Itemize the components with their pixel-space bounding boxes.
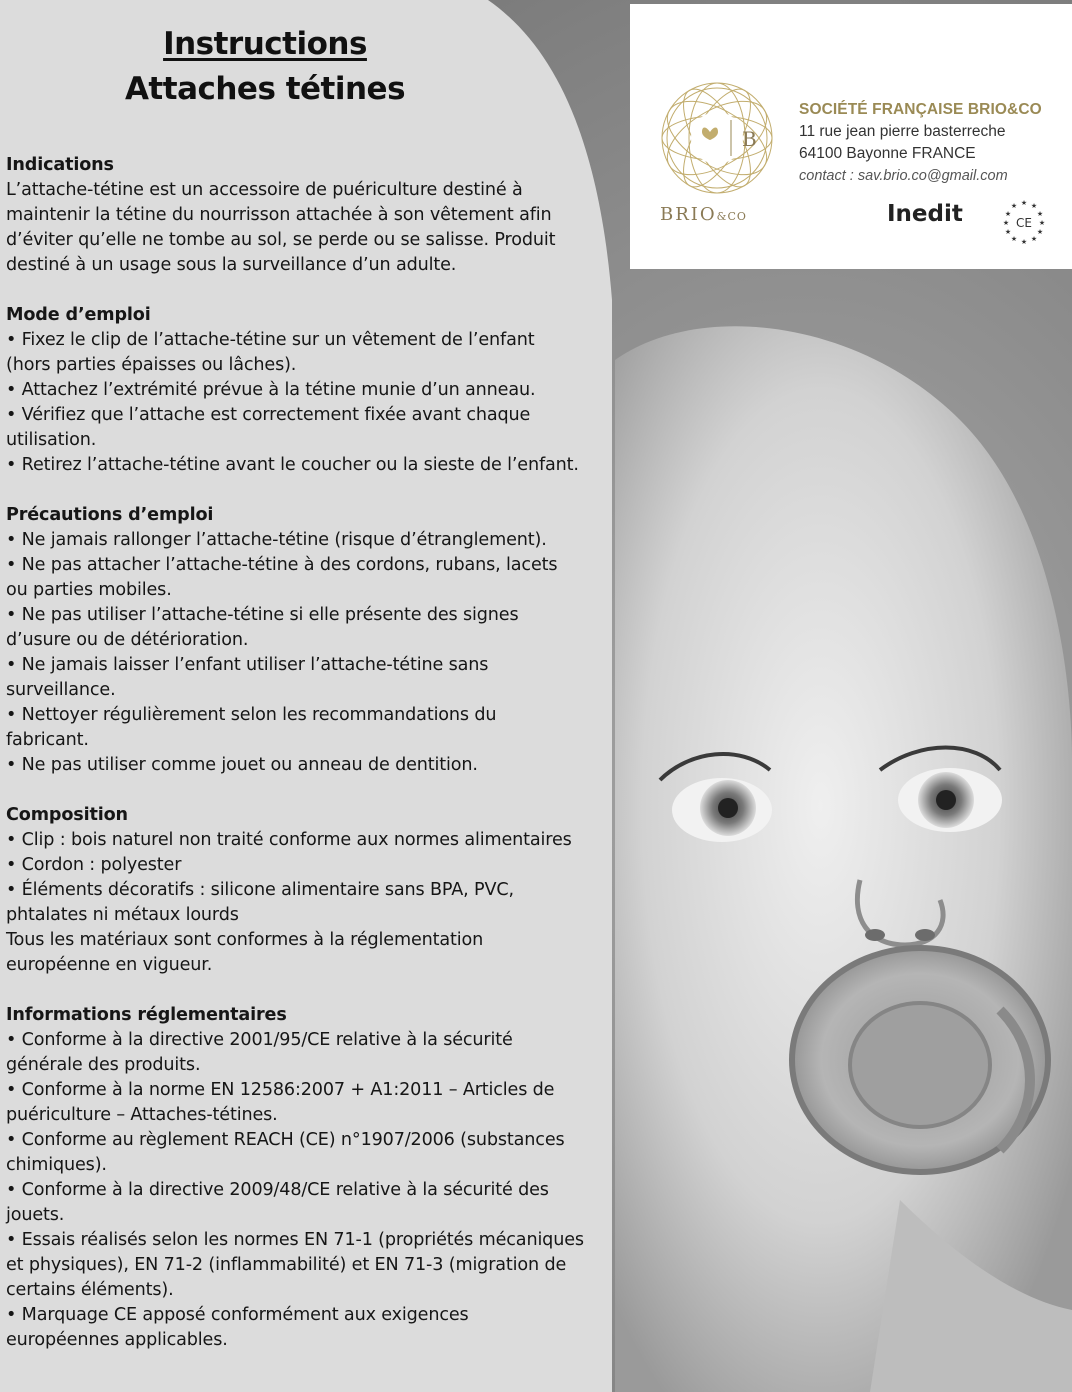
- svg-text:★: ★: [1038, 219, 1046, 227]
- text-line: maintenir la tétine du nourrisson attachée à son vêtement afin: [6, 205, 552, 225]
- text-line: • Nettoyer régulièrement selon les recommandations du: [6, 705, 497, 725]
- section-heading: Indications: [6, 155, 114, 175]
- section-heading: Précautions d’emploi: [6, 505, 214, 525]
- section-body: [6, 178, 611, 278]
- company-address-line1: 11 rue jean pierre basterreche: [799, 123, 1006, 140]
- section-precautions: [6, 503, 611, 778]
- brand-word: BRIO: [660, 204, 717, 225]
- section-mode-emploi: [6, 303, 611, 478]
- ce-mark-icon: [1000, 197, 1048, 245]
- company-contact: contact : sav.brio.co@gmail.com: [799, 168, 1008, 184]
- svg-text:★: ★: [1036, 228, 1044, 236]
- text-line: phtalates ni métaux lourds: [6, 905, 239, 925]
- text-line: • Conforme au règlement REACH (CE) n°1907/2006 (substances: [6, 1130, 565, 1150]
- text-line: • Éléments décoratifs : silicone alimentaire sans BPA, PVC,: [6, 880, 514, 900]
- text-line: • Essais réalisés selon les normes EN 71-1 (propriétés mécaniques: [6, 1230, 584, 1250]
- text-line: puériculture – Attaches-tétines.: [6, 1105, 278, 1125]
- text-line: ou parties mobiles.: [6, 580, 172, 600]
- inedit-logo: Inedit: [887, 201, 963, 227]
- text-line: et physiques), EN 71-2 (inflammabilité) et EN 71-3 (migration de: [6, 1255, 567, 1275]
- section-heading: Composition: [6, 805, 128, 825]
- text-line: européenne en vigueur.: [6, 955, 213, 975]
- brio-co-logo: [652, 80, 782, 205]
- ce-mark-text: CE: [1016, 216, 1032, 230]
- section-heading: Mode d’emploi: [6, 305, 151, 325]
- section-indications: [6, 153, 611, 278]
- svg-text:★: ★: [1004, 210, 1012, 218]
- svg-text:★: ★: [1004, 228, 1012, 236]
- text-line: • Ne pas utiliser l’attache-tétine si elle présente des signes: [6, 605, 519, 625]
- section-composition: [6, 803, 611, 978]
- text-line: • Ne jamais laisser l’enfant utiliser l’attache-tétine sans: [6, 655, 489, 675]
- text-line: utilisation.: [6, 430, 97, 450]
- svg-text:★: ★: [1010, 235, 1018, 243]
- page-subtitle: Attaches tétines: [124, 71, 406, 107]
- text-line: (hors parties épaisses ou lâches).: [6, 355, 297, 375]
- text-line: • Clip : bois naturel non traité conforme aux normes alimentaires: [6, 830, 572, 850]
- section-body: [6, 328, 611, 478]
- text-line: certains éléments).: [6, 1280, 174, 1300]
- text-line: surveillance.: [6, 680, 116, 700]
- section-body: [6, 828, 611, 978]
- text-line: jouets.: [6, 1205, 65, 1225]
- text-line: • Marquage CE apposé conformément aux exigences: [6, 1305, 469, 1325]
- text-line: d’usure ou de détérioration.: [6, 630, 249, 650]
- text-line: fabricant.: [6, 730, 89, 750]
- text-line: générale des produits.: [6, 1055, 201, 1075]
- text-line: • Ne jamais rallonger l’attache-tétine (risque d’étranglement).: [6, 530, 547, 550]
- svg-text:★: ★: [1030, 235, 1038, 243]
- company-name: SOCIÉTÉ FRANÇAISE BRIO&CO: [799, 101, 1042, 118]
- text-line: destiné à un usage sous la surveillance d’un adulte.: [6, 255, 457, 275]
- section-body: [6, 528, 611, 778]
- text-line: • Conforme à la norme EN 12586:2007 + A1:2011 – Articles de: [6, 1080, 555, 1100]
- text-line: • Fixez le clip de l’attache-tétine sur un vêtement de l’enfant: [6, 330, 535, 350]
- text-line: • Retirez l’attache-tétine avant le coucher ou la sieste de l’enfant.: [6, 455, 579, 475]
- svg-text:★: ★: [1030, 202, 1038, 210]
- brand-wordmark: [660, 204, 747, 225]
- svg-text:★: ★: [1002, 219, 1010, 227]
- text-line: • Conforme à la directive 2009/48/CE relative à la sécurité des: [6, 1180, 549, 1200]
- svg-text:★: ★: [1020, 199, 1028, 207]
- svg-text:★: ★: [1020, 238, 1028, 245]
- logo-letter: B: [742, 127, 757, 151]
- brand-word-suffix: &CO: [716, 210, 747, 223]
- text-line: • Attachez l’extrémité prévue à la tétine munie d’un anneau.: [6, 380, 536, 400]
- text-line: • Ne pas attacher l’attache-tétine à des cordons, rubans, lacets: [6, 555, 558, 575]
- text-line: L’attache-tétine est un accessoire de puériculture destiné à: [6, 180, 523, 200]
- text-line: Tous les matériaux sont conformes à la réglementation: [6, 930, 484, 950]
- section-reglementaires: [6, 1003, 611, 1353]
- section-body: [6, 1028, 611, 1353]
- section-heading: Informations réglementaires: [6, 1005, 287, 1025]
- text-line: • Conforme à la directive 2001/95/CE relative à la sécurité: [6, 1030, 513, 1050]
- text-line: européennes applicables.: [6, 1330, 228, 1350]
- text-line: • Ne pas utiliser comme jouet ou anneau de dentition.: [6, 755, 478, 775]
- text-line: d’éviter qu’elle ne tombe au sol, se perde ou se salisse. Produit: [6, 230, 556, 250]
- text-line: chimiques).: [6, 1155, 107, 1175]
- company-address-line2: 64100 Bayonne FRANCE: [799, 145, 976, 162]
- instructions-content: [6, 153, 611, 1378]
- page-title: Instructions: [163, 26, 367, 62]
- svg-text:★: ★: [1036, 210, 1044, 218]
- svg-text:★: ★: [1010, 202, 1018, 210]
- text-line: • Vérifiez que l’attache est correctement fixée avant chaque: [6, 405, 531, 425]
- text-line: • Cordon : polyester: [6, 855, 182, 875]
